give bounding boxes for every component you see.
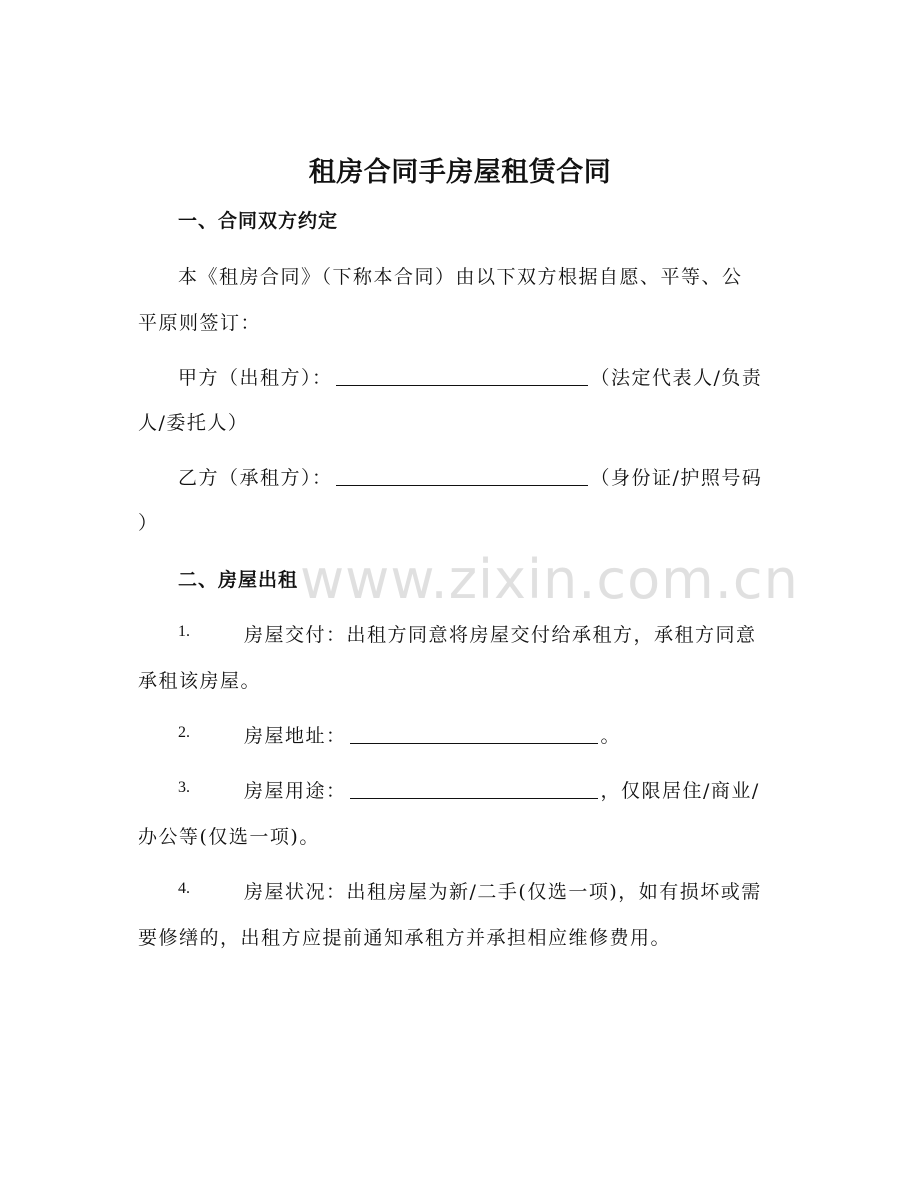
item-1-line-1: 房屋交付：出租方同意将房屋交付给承租方，承租方同意 (244, 624, 757, 646)
party-b-blank-field[interactable] (336, 465, 588, 486)
section1-heading: 一、合同双方约定 (178, 210, 339, 232)
item-1-line-2: 承租该房屋。 (138, 670, 262, 692)
intro-line-2: 平原则签订： (138, 312, 262, 334)
section2-heading: 二、房屋出租 (178, 569, 299, 591)
item-3-label: 房屋用途： (244, 780, 347, 802)
party-a-line-2: 人/委托人） (138, 412, 249, 434)
party-a-suffix: （法定代表人/负责 (590, 367, 763, 389)
party-b-label: 乙方（承租方）： (178, 467, 333, 489)
house-usage-blank-field[interactable] (350, 778, 598, 799)
item-2-number: 2. (178, 724, 190, 741)
house-address-blank-field[interactable] (350, 723, 598, 744)
party-b-line-2: ） (138, 512, 159, 534)
item-3-number: 3. (178, 779, 190, 796)
item-2-suffix: 。 (600, 725, 622, 747)
item-3-line-2: 办公等(仅选一项)。 (138, 826, 320, 848)
party-a-blank-field[interactable] (336, 365, 588, 386)
party-b-suffix: （身份证/护照号码 (590, 467, 763, 489)
item-2-label: 房屋地址： (244, 725, 347, 747)
party-b-line (178, 463, 762, 490)
intro-line-1: 本《租房合同》（下称本合同）由以下双方根据自愿、平等、公 (178, 266, 743, 288)
item-4-line-1: 房屋状况：出租房屋为新/二手(仅选一项)，如有损坏或需 (244, 881, 762, 903)
party-a-line (178, 363, 762, 390)
item-3-suffix: ，仅限居住/商业/ (600, 780, 760, 802)
watermark: www.zixin.com.cn (300, 548, 799, 611)
party-a-label: 甲方（出租方）： (178, 367, 333, 389)
item-4-number: 4. (178, 880, 190, 897)
item-1-number: 1. (178, 623, 190, 640)
item-3-line-1 (244, 776, 760, 803)
document-title: 租房合同手房屋租赁合同 (308, 157, 612, 188)
item-4-line-2: 要修缮的，出租方应提前通知承租方并承担相应维修费用。 (138, 927, 672, 949)
item-2-line (244, 721, 621, 748)
